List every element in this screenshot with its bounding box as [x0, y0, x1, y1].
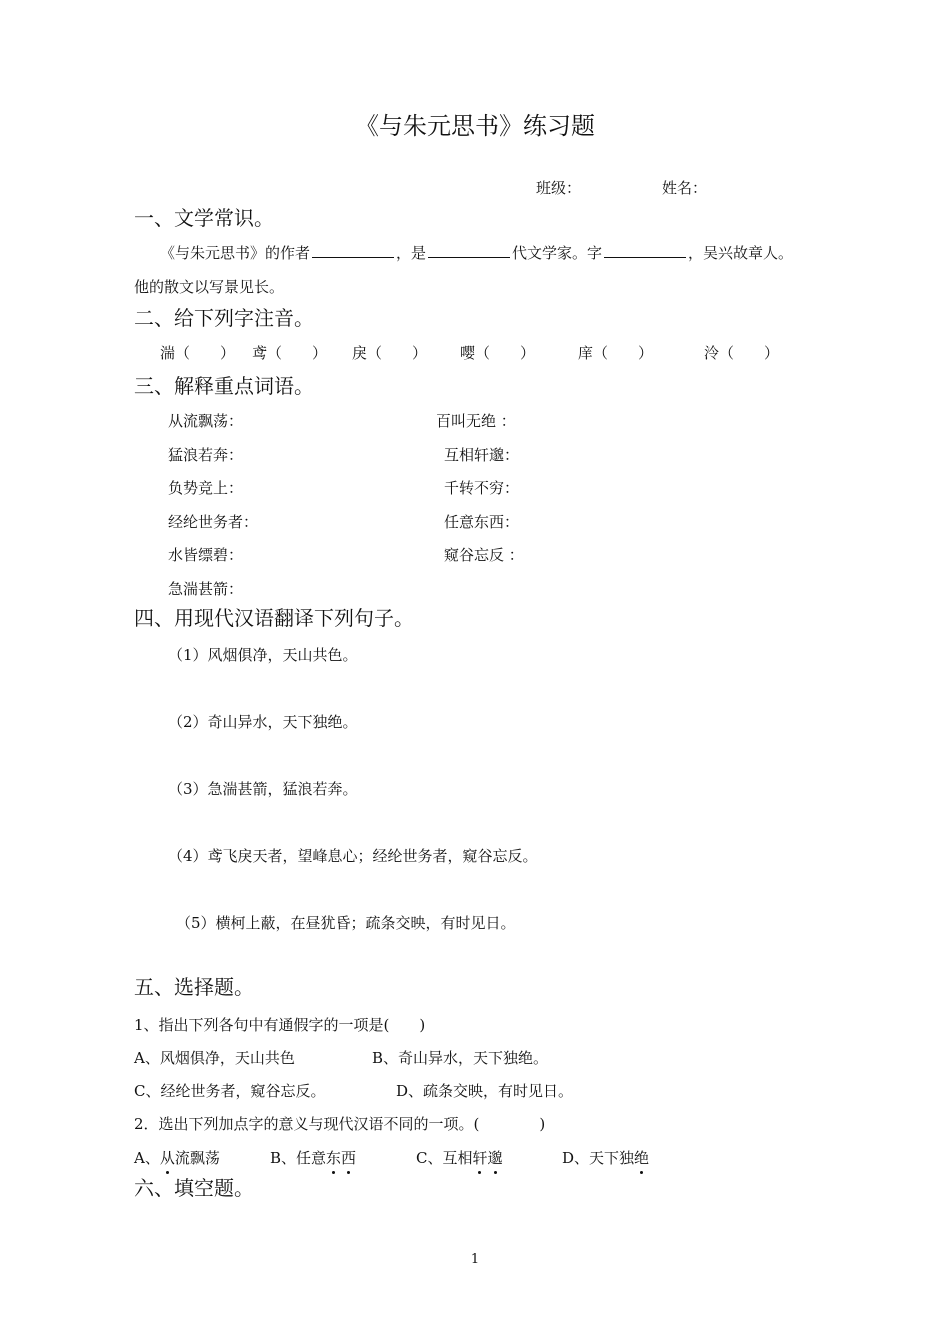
translation-item: （5）横柯上蔽，在昼犹昏；疏条交映，有时见日。 [176, 914, 516, 932]
dotted-char: 绝 [634, 1149, 650, 1167]
pinyin-item: 鸢（ ） [252, 344, 328, 362]
pinyin-item: 嘤（ ） [460, 344, 536, 362]
section-1-heading: 一、文学常识。 [134, 206, 274, 230]
dotted-char: 邈 [487, 1149, 503, 1167]
term-right: 千转不穷： [444, 479, 520, 497]
section-5-heading: 五、选择题。 [134, 975, 254, 999]
option-prefix: B、任意 [270, 1149, 327, 1167]
q1-option-b: B、奇山异水，天下独绝。 [372, 1049, 549, 1067]
option-prefix: C、互相 [416, 1149, 473, 1167]
section-4-heading: 四、用现代汉语翻译下列句子。 [134, 606, 414, 630]
dotted-char [326, 1149, 356, 1167]
pinyin-item: 庠（ ） [578, 344, 654, 362]
s1-text-3: 代文学家。字 [512, 244, 603, 262]
term-left: 从流飘荡： [168, 412, 244, 430]
name-label: 姓名： [662, 179, 708, 197]
pinyin-item: 湍（ ） [160, 344, 236, 362]
term-right: 任意东西： [444, 513, 520, 531]
q2-option-d [562, 1147, 649, 1168]
section-1-paragraph [160, 242, 793, 263]
dotted-char: 西 [341, 1149, 357, 1167]
term-left: 经纶世务者： [168, 513, 259, 531]
q1-option-c: C、经纶世务者，窥谷忘反。 [134, 1082, 326, 1100]
page-title: 《与朱元思书》练习题 [355, 112, 595, 140]
s1-text-2: ，是 [396, 244, 427, 262]
q1-option-a: A、风烟俱净，天山共色 [134, 1049, 295, 1067]
section-2-heading: 二、给下列字注音。 [134, 306, 314, 330]
dotted-char: 轩 [472, 1149, 488, 1167]
term-left: 猛浪若奔： [168, 446, 244, 464]
dotted-char [472, 1149, 502, 1167]
class-label: 班级： [536, 179, 582, 197]
q2-option-c [416, 1147, 503, 1168]
pinyin-item: 泠（ ） [704, 344, 780, 362]
question-1: 1、指出下列各句中有通假字的一项是( ) [134, 1016, 426, 1034]
term-right: 互相轩邈： [444, 446, 520, 464]
page-number: 1 [470, 1252, 480, 1267]
dotted-char: 从 [159, 1149, 175, 1167]
translation-item: （2）奇山异水，天下独绝。 [168, 713, 358, 731]
translation-item: （3）急湍甚箭，猛浪若奔。 [168, 780, 358, 798]
author-blank[interactable] [312, 243, 394, 258]
q2-option-b [270, 1147, 356, 1168]
option-suffix: 流飘荡 [174, 1149, 220, 1167]
dotted-char: 东 [326, 1149, 342, 1167]
s1-text-1: 《与朱元思书》的作者 [160, 244, 311, 262]
translation-item: （1）风烟俱净，天山共色。 [168, 646, 358, 664]
option-prefix: A、 [134, 1149, 160, 1167]
q1-option-d: D、疏条交映，有时见日。 [396, 1082, 574, 1100]
dynasty-blank[interactable] [428, 243, 510, 258]
section-6-heading: 六、填空题。 [134, 1176, 254, 1200]
translation-item: （4）鸢飞戾天者，望峰息心；经纶世务者，窥谷忘反。 [168, 847, 538, 865]
q2-option-a [134, 1147, 220, 1168]
term-right: 百叫无绝 ： [436, 412, 516, 430]
term-right: 窥谷忘反 ： [444, 546, 524, 564]
courtesy-name-blank[interactable] [604, 243, 686, 258]
term-left: 负势竞上： [168, 479, 244, 497]
section-1-line-2: 他的散文以写景见长。 [134, 278, 285, 296]
option-prefix: D、天下独 [562, 1149, 635, 1167]
section-3-heading: 三、解释重点词语。 [134, 374, 314, 398]
pinyin-item: 戾（ ） [352, 344, 428, 362]
question-2: 2．选出下列加点字的意义与现代汉语不同的一项。( ) [134, 1115, 546, 1133]
term-left: 水皆缥碧： [168, 546, 244, 564]
term-left: 急湍甚箭： [168, 580, 244, 598]
s1-text-4: ，吴兴故章人。 [688, 244, 794, 262]
